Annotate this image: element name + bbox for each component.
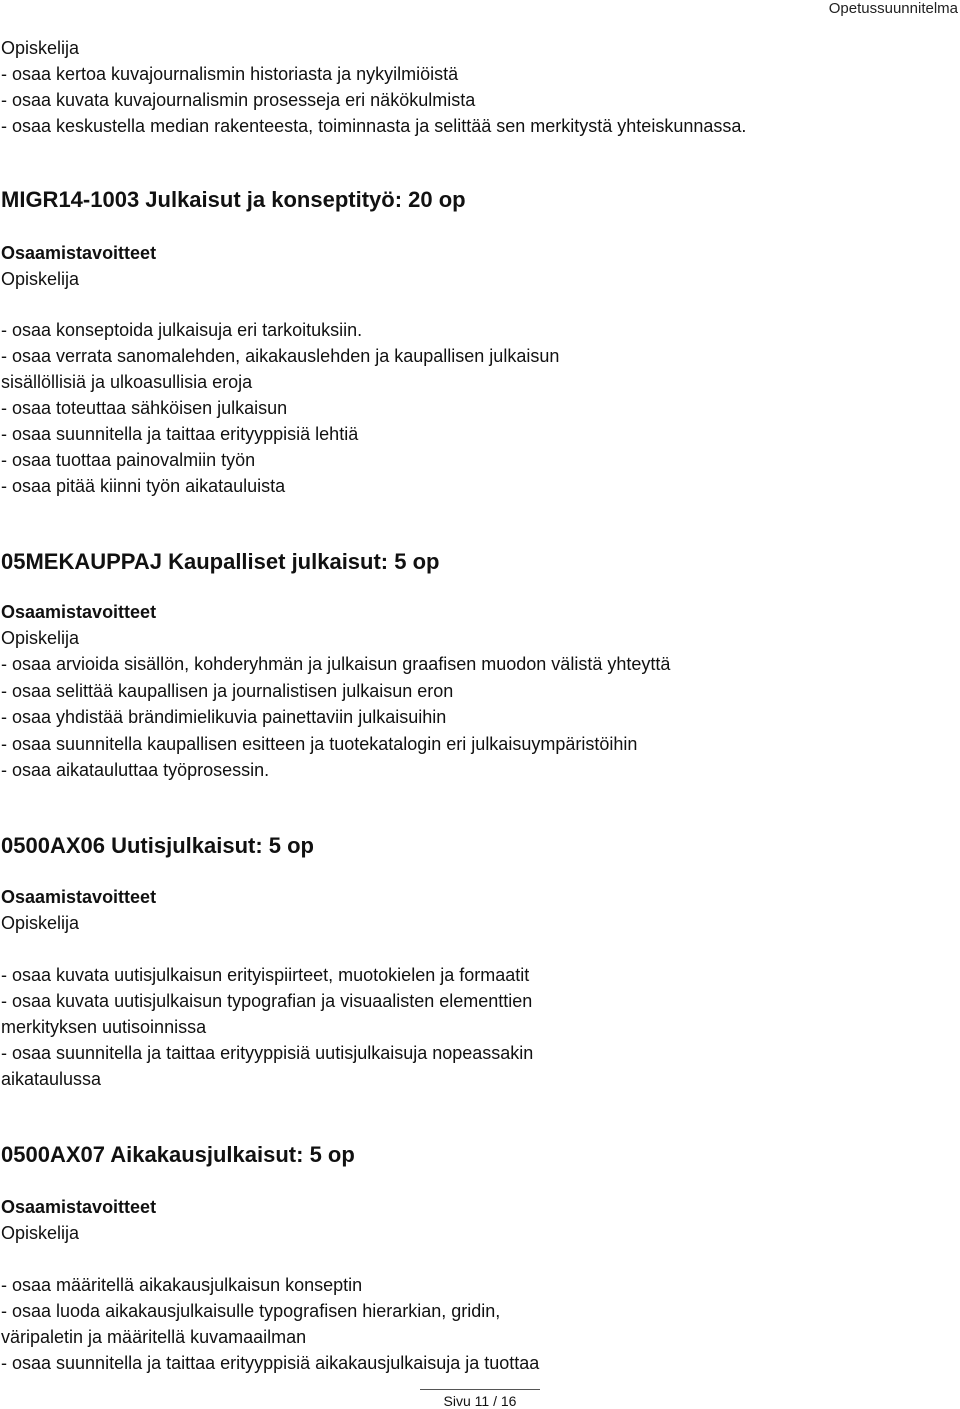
outcome-line: - osaa aikatauluttaa työprosessin.	[1, 760, 270, 780]
outcome-line: - osaa selittää kaupallisen ja journalistisen julkaisun eron	[1, 681, 454, 701]
outcomes-label: Osaamistavoitteet	[1, 602, 157, 622]
outcome-line: sisällöllisiä ja ulkoasullisia eroja	[1, 372, 253, 392]
outcome-line: - osaa toteuttaa sähköisen julkaisun	[1, 398, 288, 418]
outcome-line: - osaa kertoa kuvajournalismin historiasta ja nykyilmiöistä	[1, 64, 459, 84]
student-label: Opiskelija	[1, 628, 80, 648]
outcome-line: - osaa kuvata kuvajournalismin prosesseja eri näkökulmista	[1, 90, 476, 110]
outcome-line: aikataulussa	[1, 1069, 102, 1089]
outcome-line: - osaa yhdistää brändimielikuvia painettaviin julkaisuihin	[1, 707, 447, 727]
outcomes-label: Osaamistavoitteet	[1, 243, 157, 263]
outcome-line: väripaletin ja määritellä kuvamaailman	[1, 1327, 307, 1347]
student-label: Opiskelija	[1, 38, 80, 58]
footer-divider	[420, 1389, 540, 1390]
outcome-line: - osaa suunnitella kaupallisen esitteen ja tuotekatalogin eri julkaisuympäristöihin	[1, 734, 638, 754]
outcome-line: - osaa arvioida sisällön, kohderyhmän ja julkaisun graafisen muodon välistä yhteyttä	[1, 654, 671, 674]
outcome-line: - osaa kuvata uutisjulkaisun erityispiirteet, muotokielen ja formaatit	[1, 965, 530, 985]
outcome-line: - osaa konseptoida julkaisuja eri tarkoituksiin.	[1, 320, 363, 340]
outcomes-label: Osaamistavoitteet	[1, 1197, 157, 1217]
outcome-line: - osaa verrata sanomalehden, aikakauslehden ja kaupallisen julkaisun	[1, 346, 560, 366]
outcome-line: - osaa suunnitella ja taittaa erityyppisiä lehtiä	[1, 424, 359, 444]
student-label: Opiskelija	[1, 1223, 80, 1243]
page-number: Sivu 11 / 16	[443, 1393, 517, 1409]
outcomes-label: Osaamistavoitteet	[1, 887, 157, 907]
running-header: Opetussuunnitelma	[828, 0, 958, 17]
outcome-line: - osaa pitää kiinni työn aikatauluista	[1, 476, 286, 496]
outcome-line: - osaa suunnitella ja taittaa erityyppisiä uutisjulkaisuja nopeassakin	[1, 1043, 534, 1063]
outcome-line: merkityksen uutisoinnissa	[1, 1017, 207, 1037]
outcome-line: - osaa keskustella median rakenteesta, toiminnasta ja selittää sen merkitystä yhteiskunnassa.	[1, 116, 747, 136]
outcome-line: - osaa tuottaa painovalmiin työn	[1, 450, 256, 470]
outcome-line: - osaa kuvata uutisjulkaisun typografian ja visuaalisten elementtien	[1, 991, 533, 1011]
course-heading: 0500AX07 Aikakausjulkaisut: 5 op	[1, 1142, 355, 1167]
course-heading: 05MEKAUPPAJ Kaupalliset julkaisut: 5 op	[1, 549, 440, 574]
outcome-line: - osaa luoda aikakausjulkaisulle typografisen hierarkian, gridin,	[1, 1301, 501, 1321]
student-label: Opiskelija	[1, 269, 80, 289]
student-label: Opiskelija	[1, 913, 80, 933]
course-heading: MIGR14-1003 Julkaisut ja konseptityö: 20 op	[1, 187, 466, 212]
outcome-line: - osaa määritellä aikakausjulkaisun konseptin	[1, 1275, 363, 1295]
course-heading: 0500AX06 Uutisjulkaisut: 5 op	[1, 833, 314, 858]
outcome-line: - osaa suunnitella ja taittaa erityyppisiä aikakausjulkaisuja ja tuottaa	[1, 1353, 540, 1373]
